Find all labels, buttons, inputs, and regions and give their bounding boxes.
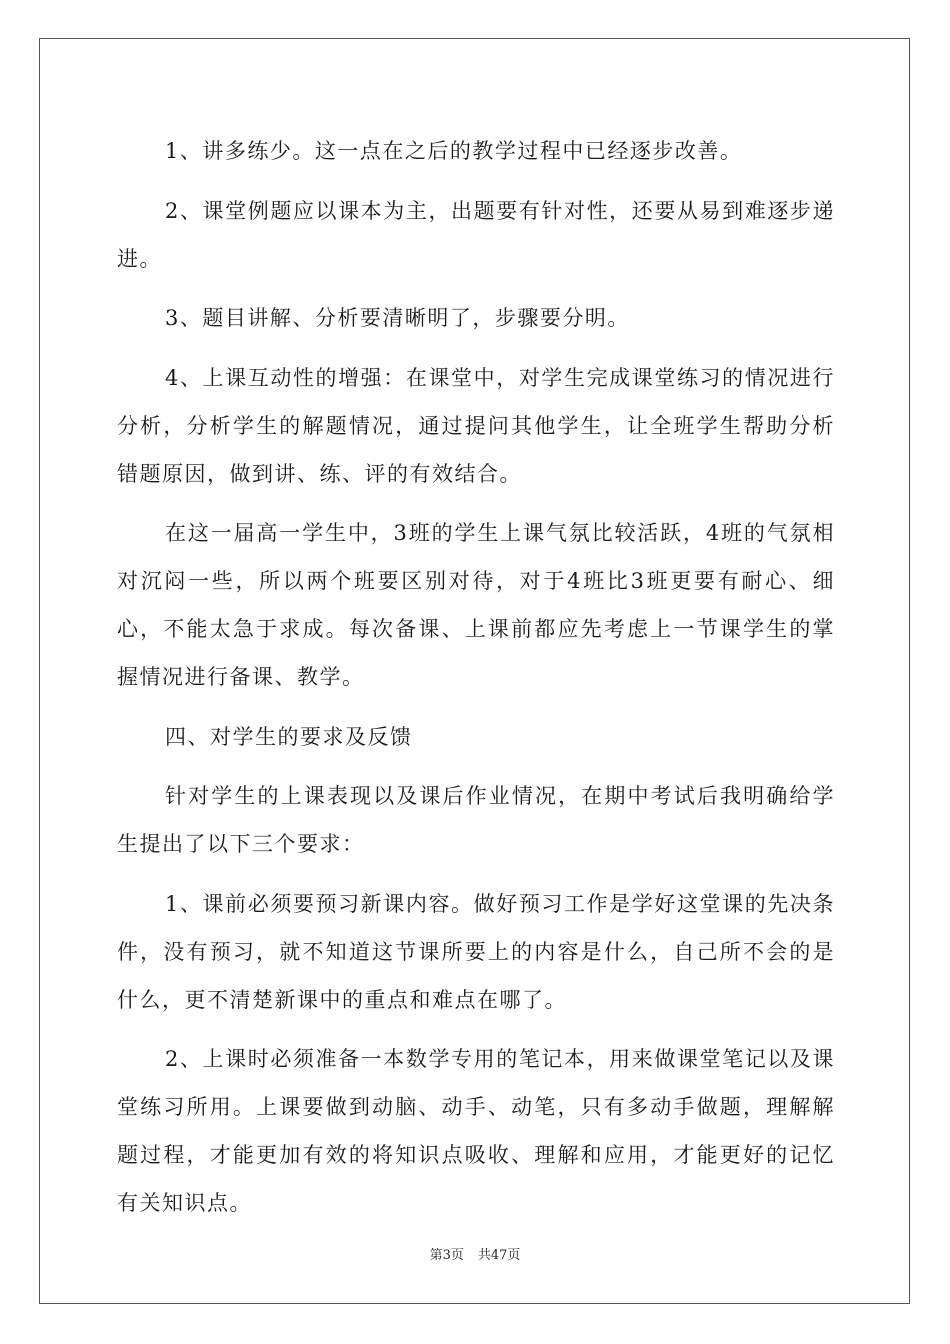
paragraph-item-4: 4、上课互动性的增强：在课堂中，对学生完成课堂练习的情况进行分析，分析学生的解题情况，通过提问其他学生，让全班学生帮助分析错题原因，做到讲、练、评的有效结合。: [117, 365, 835, 486]
section-heading-requirements: 四、对学生的要求及反馈: [165, 724, 413, 749]
paragraph-item-2: 2、课堂例题应以课本为主，出题要有针对性，还要从易到难逐步递进。: [117, 198, 835, 271]
paragraph-class-comparison: 在这一届高一学生中，3班的学生上课气氛比较活跃，4班的气氛相对沉闷一些，所以两个班要区别对待，对于4班比3班更要有耐心、细心，不能太急于求成。每次备课、上课前都应先考虑上一节课学生的掌握情况进行备课、教学。: [117, 521, 835, 689]
paragraph-requirement-2: 2、上课时必须准备一本数学专用的笔记本，用来做课堂笔记以及课堂练习所用。上课要做到动脑、动手、动笔，只有多动手做题，理解解题过程，才能更加有效的将知识点吸收、理解和应用，才能更好的记忆有关知识点。: [117, 1047, 835, 1215]
page-total: 共47页: [477, 1248, 521, 1263]
paragraph-requirement-1: 1、课前必须要预习新课内容。做好预习工作是学好这堂课的先决条件，没有预习，就不知道这节课所要上的内容是什么，自己所不会的是什么，更不清楚新课中的重点和难点在哪了。: [117, 891, 835, 1012]
paragraph-item-3: 3、题目讲解、分析要清晰明了，步骤要分明。: [165, 306, 630, 330]
page-footer: [0, 1244, 950, 1263]
document-body: [117, 127, 835, 1239]
page-number: 第3页: [429, 1248, 464, 1263]
paragraph-requirements-intro: 针对学生的上课表现以及课后作业情况，在期中考试后我明确给学生提出了以下三个要求：: [117, 784, 835, 856]
paragraph-item-1: 1、讲多练少。这一点在之后的教学过程中已经逐步改善。: [165, 139, 743, 163]
